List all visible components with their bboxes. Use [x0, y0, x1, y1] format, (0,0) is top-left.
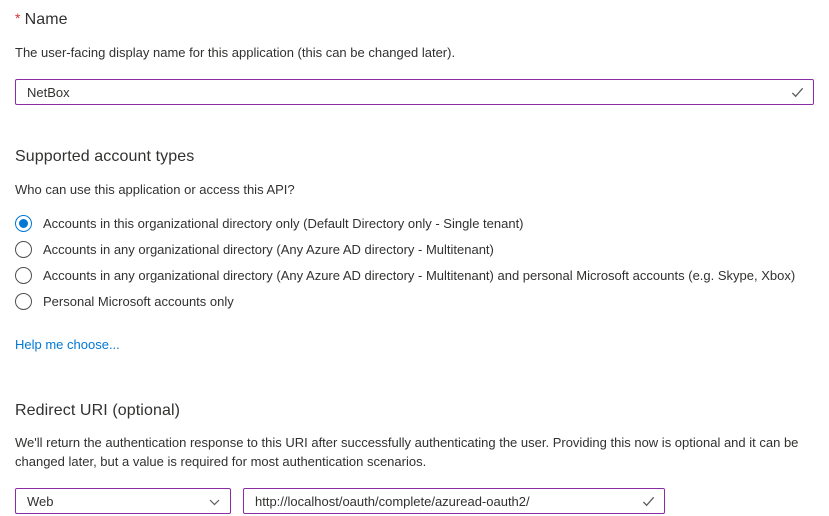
radio-option-personal-only[interactable]: [15, 288, 814, 314]
platform-select-value: Web: [27, 493, 54, 509]
radio-option-label: Accounts in this organizational directory only (Default Directory only - Single tenant): [43, 215, 524, 231]
radio-icon[interactable]: [15, 293, 32, 310]
required-asterisk: *: [15, 10, 21, 26]
account-types-question: Who can use this application or access this API?: [15, 182, 295, 197]
radio-option-single-tenant[interactable]: [15, 210, 814, 236]
radio-option-label: Accounts in any organizational directory (Any Azure AD directory - Multitenant): [43, 241, 494, 257]
account-types-title: Supported account types: [15, 148, 195, 165]
radio-option-multitenant[interactable]: [15, 236, 814, 262]
radio-option-label: Personal Microsoft accounts only: [43, 293, 234, 309]
name-field-container: [15, 79, 814, 105]
name-label: Name: [24, 11, 68, 28]
uri-field-container: [243, 488, 665, 514]
help-me-choose-link[interactable]: Help me choose...: [15, 337, 120, 352]
account-types-radio-group: [15, 210, 814, 314]
radio-icon[interactable]: [15, 267, 32, 284]
radio-option-label: Accounts in any organizational directory (Any Azure AD directory - Multitenant) and personal Microsoft accounts (e.g. Skype, Xbox): [43, 267, 796, 283]
redirect-uri-input[interactable]: [243, 488, 665, 514]
name-input[interactable]: [15, 79, 814, 105]
redirect-uri-title: Redirect URI (optional): [15, 402, 181, 419]
platform-select[interactable]: [15, 488, 231, 514]
radio-option-multitenant-personal[interactable]: [15, 262, 814, 288]
redirect-uri-description: We'll return the authentication response to this URI after successfully authenticating the user. Providing this now is optional and it can be changed later, but a value is required for most authentication scenarios.: [15, 435, 799, 469]
name-section-title: [15, 10, 814, 29]
name-description: The user-facing display name for this application (this can be changed later).: [15, 45, 456, 60]
radio-icon[interactable]: [15, 241, 32, 258]
radio-icon[interactable]: [15, 215, 32, 232]
chevron-down-icon: [208, 496, 221, 509]
redirect-uri-row: [15, 488, 814, 514]
